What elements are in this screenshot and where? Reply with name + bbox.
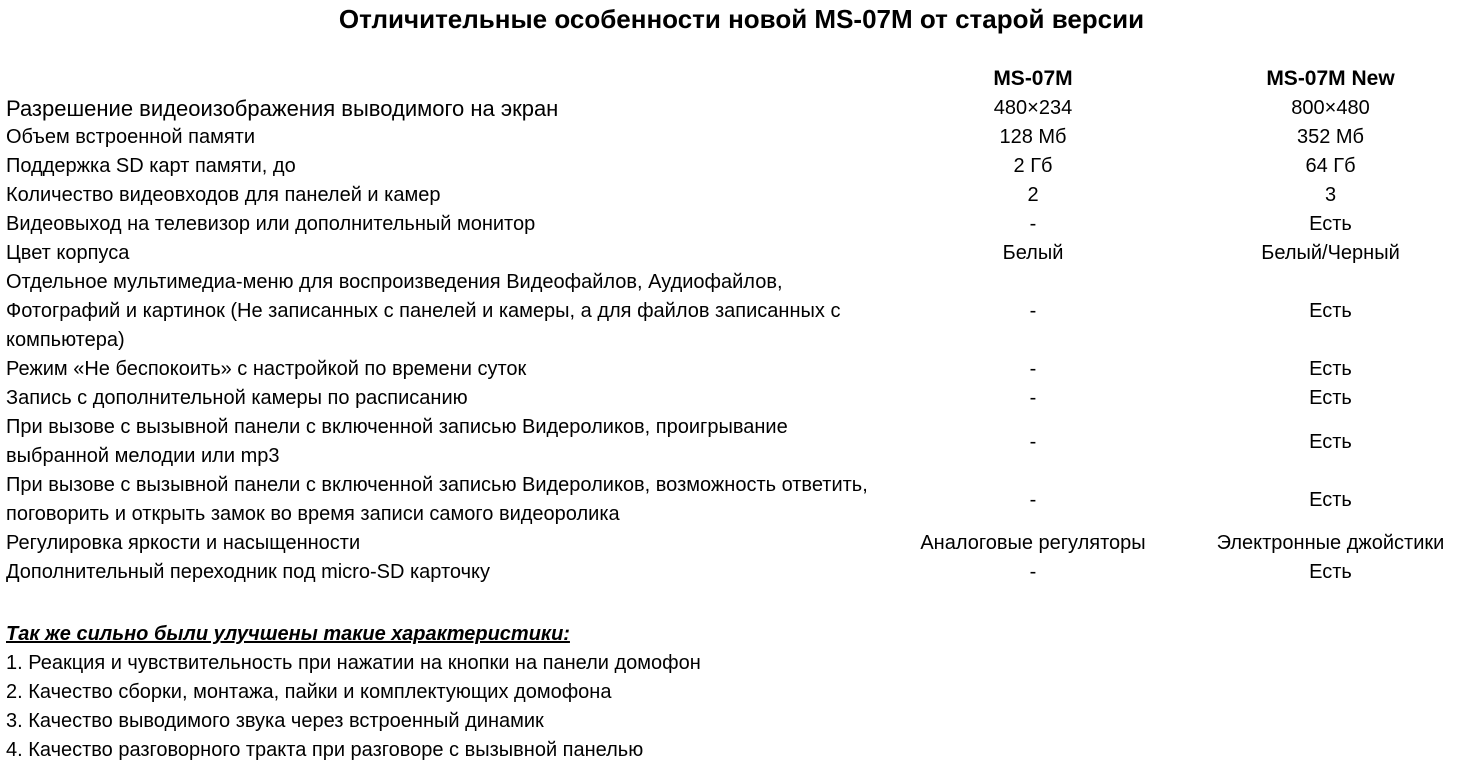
- table-row: [0, 355, 1483, 384]
- new-model-value: 352 Мб: [1296, 126, 1365, 148]
- old-model-value: -: [1029, 358, 1037, 380]
- comparison-table: [0, 62, 1483, 587]
- new-model-value: Есть: [1309, 488, 1352, 511]
- list-item: 3. Качество выводимого звука через встроенный динамик: [6, 710, 544, 732]
- table-row: [0, 123, 1483, 152]
- feature-cell: При вызове с вызывной панели с включенной записью Видероликов, проигрывание выбранной мелодии или mp3: [6, 416, 788, 467]
- old-model-value: -: [1029, 488, 1037, 511]
- feature-cell: Разрешение видеоизображения выводимого на экран: [6, 96, 559, 121]
- improvements-heading: Так же сильно были улучшены такие характеристики:: [6, 623, 570, 645]
- feature-cell: Количество видеовходов для панелей и камер: [6, 184, 441, 206]
- feature-cell: Цвет корпуса: [6, 242, 130, 264]
- table-row: [0, 94, 1483, 123]
- table-body: [0, 94, 1483, 587]
- feature-cell: Объем встроенной памяти: [6, 126, 256, 148]
- improvements-list: [6, 649, 701, 765]
- new-model-value: Белый/Черный: [1261, 242, 1400, 264]
- old-model-value: Аналоговые регуляторы: [920, 532, 1146, 554]
- feature-cell: Видеовыход на телевизор или дополнительный монитор: [6, 213, 536, 235]
- feature-cell: Запись с дополнительной камеры по расписанию: [6, 387, 468, 409]
- new-model-value: 800×480: [1291, 97, 1370, 119]
- table-row: [0, 181, 1483, 210]
- table-row: [0, 152, 1483, 181]
- old-model-value: -: [1029, 561, 1037, 583]
- list-item: 2. Качество сборки, монтажа, пайки и комплектующих домофона: [6, 681, 612, 703]
- header-old-model: MS-07M: [993, 66, 1073, 90]
- header-new-model: MS-07M New: [1266, 66, 1395, 90]
- feature-cell: Отдельное мультимедиа-меню для воспроизведения Видеофайлов, Аудиофайлов, Фотографий и картинок (Не записанных с панелей и камеры, а для файлов записанных с компьютера): [6, 271, 841, 351]
- table-row: [0, 529, 1483, 558]
- table-row: [0, 239, 1483, 268]
- new-model-value: Есть: [1309, 561, 1352, 583]
- old-model-value: Белый: [1002, 242, 1064, 264]
- old-model-value: 128 Мб: [999, 126, 1067, 148]
- old-model-value: 2: [1027, 184, 1039, 206]
- feature-cell: При вызове с вызывной панели с включенной записью Видероликов, возможность ответить, поговорить и открыть замок во время записи самого видеоролика: [6, 474, 868, 525]
- table-row: [0, 268, 1483, 355]
- table-row: [0, 210, 1483, 239]
- improvements-section: [6, 620, 701, 765]
- feature-cell: Режим «Не беспокоить» с настройкой по времени суток: [6, 358, 527, 380]
- list-item: 4. Качество разговорного тракта при разговоре с вызывной панелью: [6, 739, 644, 761]
- old-model-value: -: [1029, 213, 1037, 235]
- old-model-value: 2 Гб: [1013, 155, 1053, 177]
- new-model-value: Электронные джойстики: [1216, 532, 1445, 554]
- feature-cell: Регулировка яркости и насыщенности: [6, 532, 361, 554]
- new-model-value: Есть: [1309, 213, 1352, 235]
- table-row: [0, 471, 1483, 529]
- old-model-value: 480×234: [993, 97, 1073, 119]
- list-item: 1. Реакция и чувствительность при нажатии на кнопки на панели домофон: [6, 652, 701, 674]
- table-row: [0, 384, 1483, 413]
- old-model-value: -: [1029, 430, 1037, 453]
- new-model-value: Есть: [1309, 358, 1352, 380]
- new-model-value: 3: [1324, 184, 1337, 206]
- table-row: [0, 413, 1483, 471]
- new-model-value: Есть: [1309, 430, 1352, 453]
- table-header-row: [0, 62, 1483, 94]
- page-title: Отличительные особенности новой MS-07M от старой версии: [338, 4, 1145, 34]
- old-model-value: -: [1029, 300, 1037, 322]
- old-model-value: -: [1029, 387, 1037, 409]
- table-row: [0, 558, 1483, 587]
- feature-cell: Дополнительный переходник под micro-SD карточку: [6, 561, 490, 583]
- new-model-value: Есть: [1309, 300, 1352, 322]
- new-model-value: Есть: [1309, 387, 1352, 409]
- new-model-value: 64 Гб: [1305, 155, 1356, 177]
- feature-cell: Поддержка SD карт памяти, до: [6, 155, 296, 177]
